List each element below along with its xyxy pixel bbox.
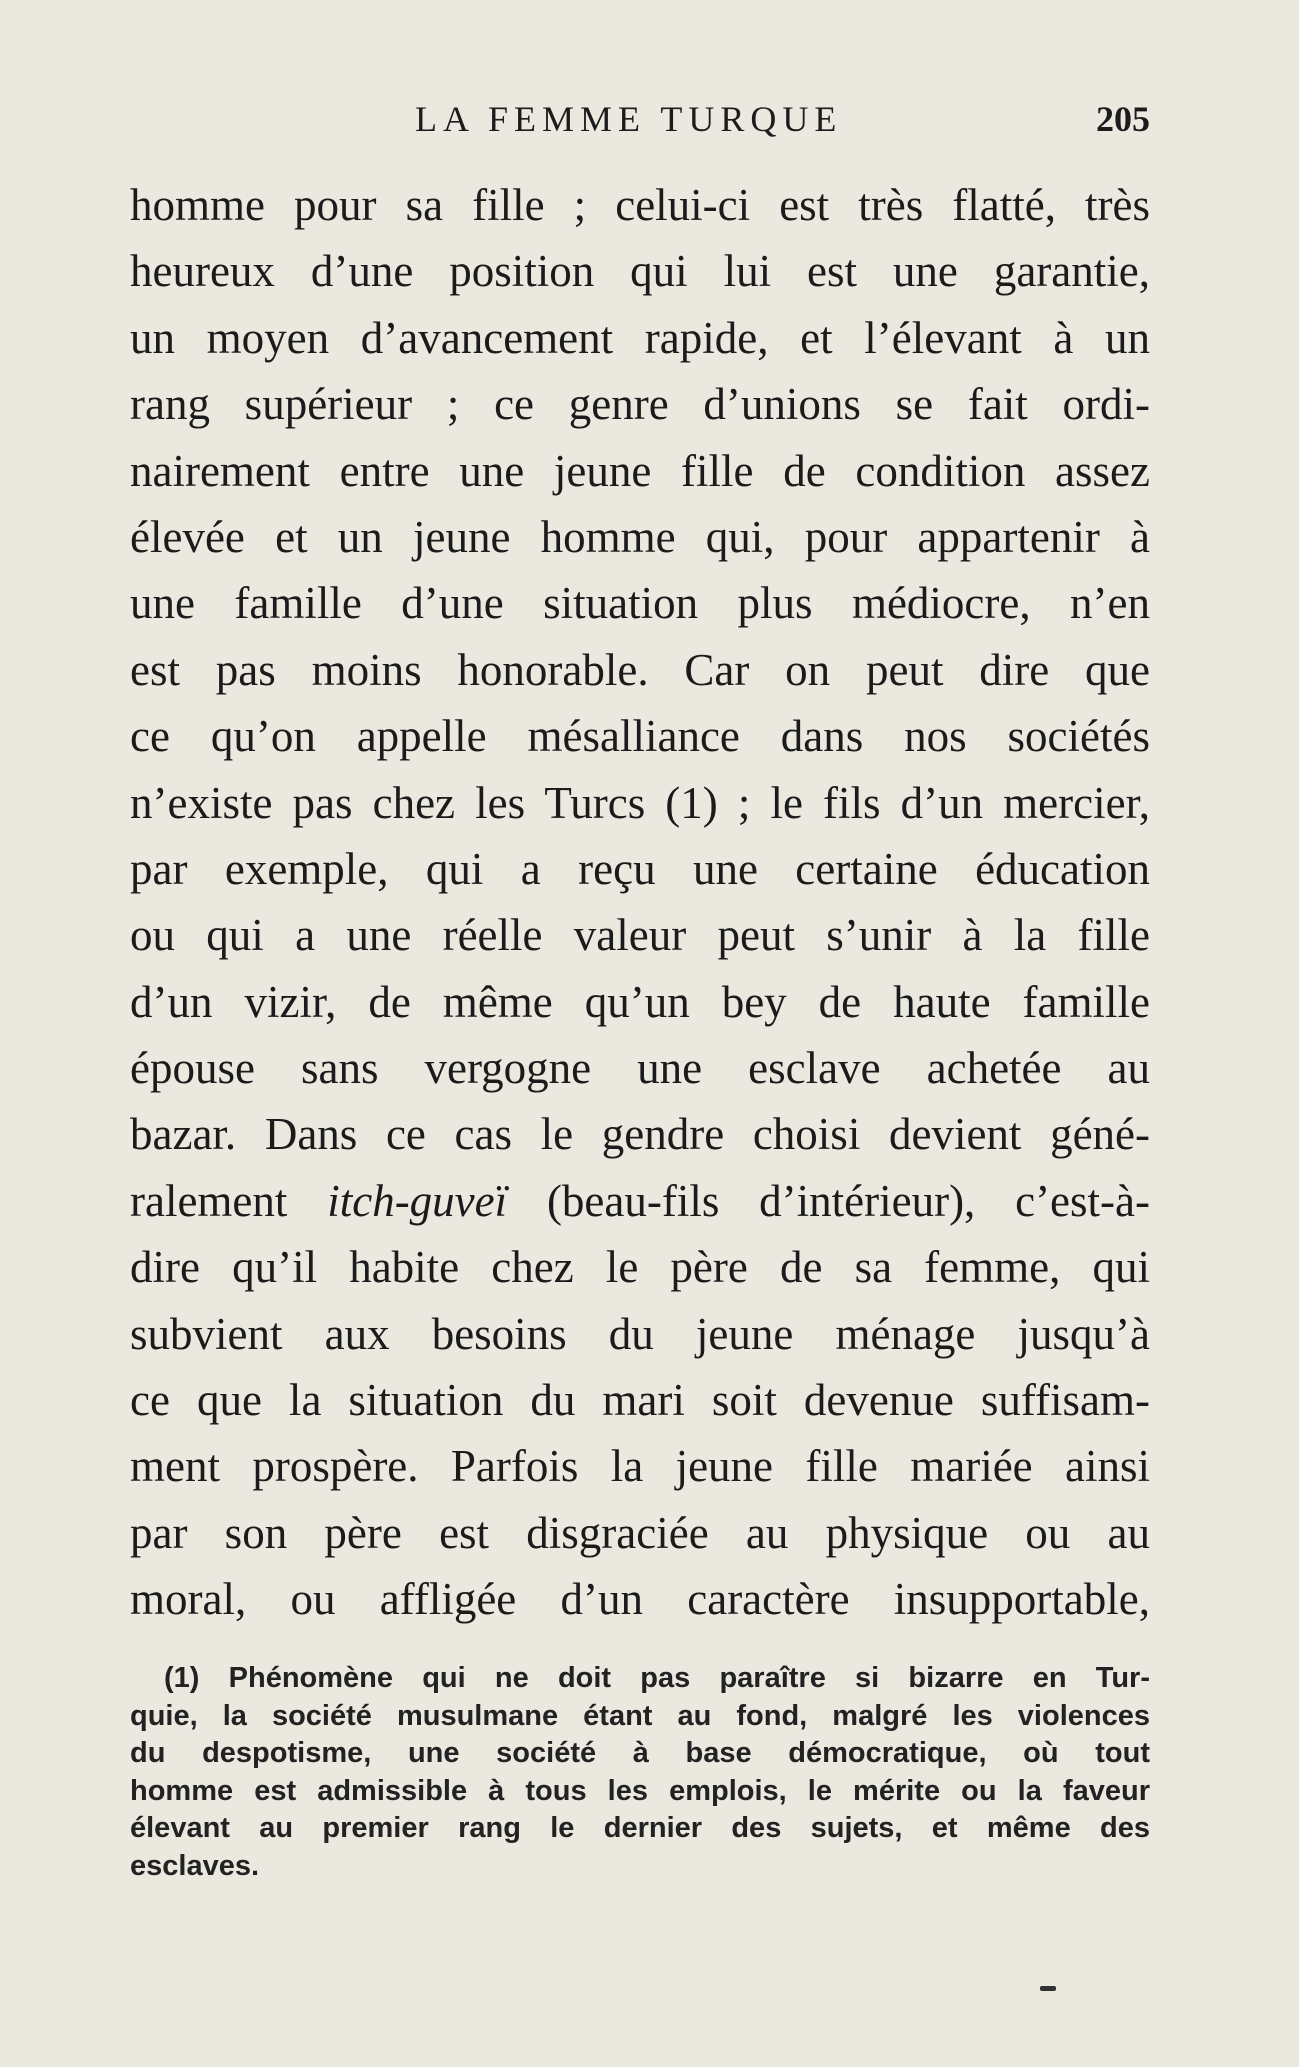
body-line-10: n’existe pas chez les Turcs (1) ; le fils d’un mercier, — [130, 777, 1150, 828]
body-line-16-end: (beau-fils d’intérieur), c’est-à- — [507, 1175, 1150, 1226]
page-number: 205 — [1096, 99, 1150, 139]
body-line-7: une famille d’une situation plus médiocre, n’en — [130, 578, 1150, 629]
footnote-line-2: quie, la société musulmane étant au fond, malgré les violences — [130, 1699, 1150, 1732]
body-line-6: élevée et un jeune homme qui, pour appartenir à — [130, 511, 1150, 562]
body-line-15: bazar. Dans ce cas le gendre choisi devient géné- — [130, 1109, 1150, 1160]
footnote-line-5: élevant au premier rang le dernier des sujets, et même des — [130, 1812, 1150, 1845]
running-head — [130, 98, 1150, 158]
printer-mark — [1040, 1986, 1056, 1991]
body-line-16-start: ralement — [130, 1175, 328, 1226]
body-line-20: ment prospère. Parfois la jeune fille mariée ainsi — [130, 1441, 1150, 1492]
body-line-4: rang supérieur ; ce genre d’unions se fait ordi- — [130, 379, 1150, 430]
body-line-5: nairement entre une jeune fille de condition assez — [130, 445, 1150, 496]
body-line-11: par exemple, qui a reçu une certaine éducation — [130, 843, 1150, 894]
footnote — [130, 1660, 1150, 1886]
footnote-line-4: homme est admissible à tous les emplois, le mérite ou la faveur — [130, 1774, 1150, 1807]
body-line-3: un moyen d’avancement rapide, et l’élevant à un — [130, 312, 1150, 363]
footnote-line-6: esclaves. — [130, 1849, 260, 1882]
body-line-18: subvient aux besoins du jeune ménage jusqu’à — [130, 1308, 1150, 1359]
body-line-19: ce que la situation du mari soit devenue suffisam- — [130, 1375, 1150, 1426]
running-title: LA FEMME TURQUE — [415, 99, 843, 139]
body-line-22: moral, ou affligée d’un caractère insupportable, — [130, 1574, 1150, 1625]
body-line-9: ce qu’on appelle mésalliance dans nos sociétés — [130, 711, 1150, 762]
body-line-13: d’un vizir, de même qu’un bey de haute famille — [130, 976, 1150, 1027]
body-line-17: dire qu’il habite chez le père de sa femme, qui — [130, 1242, 1150, 1293]
body-line-14: épouse sans vergogne une esclave achetée au — [130, 1043, 1150, 1094]
italic-term: itch-guveï — [327, 1175, 508, 1226]
body-line-1: homme pour sa fille ; celui-ci est très flatté, très — [130, 180, 1150, 230]
body-line-8: est pas moins honorable. Car on peut dire que — [130, 644, 1150, 695]
footnote-line-1: (1) Phénomène qui ne doit pas paraître si bizarre en Tur- — [164, 1662, 1150, 1694]
body-line-16 — [130, 1168, 1150, 1234]
body-line-12: ou qui a une réelle valeur peut s’unir à la fille — [130, 910, 1150, 961]
body-line-2: heureux d’une position qui lui est une garantie, — [130, 246, 1150, 297]
body-text — [130, 172, 1150, 1633]
footnote-line-3: du despotisme, une société à base démocratique, où tout — [130, 1737, 1150, 1770]
body-line-21: par son père est disgraciée au physique ou au — [130, 1507, 1150, 1558]
